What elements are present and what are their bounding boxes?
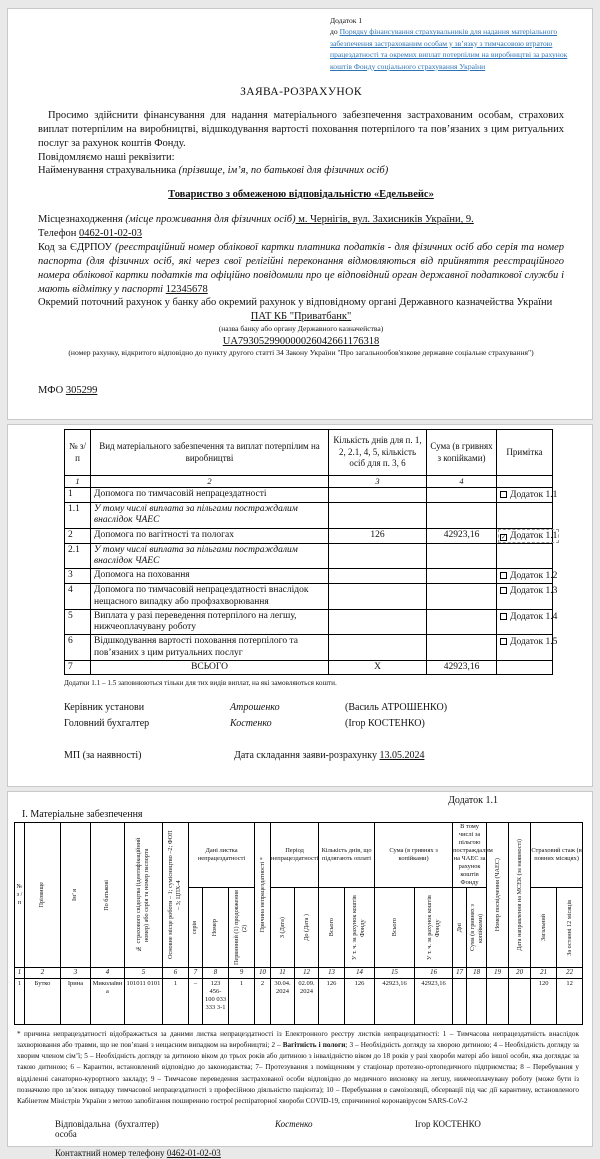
checkbox-icon[interactable] <box>500 587 507 594</box>
cell-kind: Допомога по тимчасовій непрацездатності <box>91 488 329 503</box>
col-header-note: Примітка <box>497 430 553 476</box>
cell-note <box>497 569 558 584</box>
page-1 <box>7 8 593 420</box>
checkbox-icon[interactable] <box>500 613 507 620</box>
cell-note <box>497 488 558 503</box>
insurer-name-hint: (прізвище, ім’я, по батькові для фізичних осіб) <box>178 165 389 177</box>
col-header-to-date: До (Дата ) <box>295 888 319 968</box>
accountant-signature: Костенко <box>230 717 272 729</box>
annex-to-text: до <box>330 27 340 37</box>
col-num: 4 <box>427 476 497 488</box>
col-num: 7 <box>189 968 203 979</box>
group-header-days: Кількість днів, що підлягають оплаті <box>319 823 375 888</box>
note-label: Додаток 1.1 <box>510 530 558 541</box>
responsible-label: Відповідальна особа <box>55 1119 111 1140</box>
account-line: Окремий поточний рахунок у банку або окремий рахунок у відповідному органі Державного казначейства України <box>38 297 553 309</box>
cell-sum <box>427 503 497 528</box>
col-header-days-total: Всього <box>319 888 345 968</box>
location-hint: (місце проживання для фізичних осіб) <box>125 214 296 226</box>
contact-phone-value: 0462-01-02-03 <box>166 1148 221 1159</box>
group-header-sick-note: Дані листка непрацездатності <box>189 823 255 888</box>
cell-from-date: 30.04. 2024 <box>271 979 295 1025</box>
contact-phone-label: Контактний номер телефону <box>55 1148 167 1159</box>
cell-kind: У тому числі виплата за пільгами постраждалим внаслідок ЧАЕС <box>91 543 329 568</box>
col-num: 1 <box>65 476 91 488</box>
iban-hint: (номер рахунку, відкритого відповідно до пункту другого статті 34 Закону України "Про загальнообов'язкове державне соціальне страхування") <box>68 348 534 358</box>
col-header-sum-total: Всього <box>375 888 415 968</box>
signature-row-head <box>64 702 554 713</box>
cell-days <box>329 584 427 609</box>
company-name: Товариство з обмеженою відповідальністю «Едельвейс» <box>168 189 434 201</box>
cell-num: 7 <box>65 660 91 674</box>
mfo-line <box>38 385 564 396</box>
col-num: 5 <box>125 968 163 979</box>
benefits-table <box>64 429 558 675</box>
col-num: 14 <box>345 968 375 979</box>
head-label: Керівник установи <box>64 701 145 713</box>
col-num: 15 <box>375 968 415 979</box>
col-num: 9 <box>229 968 255 979</box>
edrpou-label: Код за ЄДРПОУ <box>38 241 116 253</box>
cell-sum-total: 42923,16 <box>375 979 415 1025</box>
col-header-record-12m: За останні 12 місяців <box>557 888 583 968</box>
cell-note <box>497 543 553 568</box>
column-number-row <box>65 476 553 488</box>
group-header-sum: Сума (в гривнях з копійками) <box>375 823 453 888</box>
note-label: Додаток 1.1 <box>510 490 558 501</box>
col-num <box>497 476 553 488</box>
col-header-number: Номер <box>203 888 229 968</box>
cell-days <box>329 635 427 660</box>
responsible-person-row <box>55 1119 582 1139</box>
cell-msek-date <box>509 979 531 1025</box>
note-label: Додаток 1.4 <box>510 611 558 622</box>
table-row <box>65 528 553 543</box>
col-num: 6 <box>163 968 189 979</box>
cell-kind: Допомога на поховання <box>91 569 329 584</box>
intro-paragraph: Просимо здійснити фінансування для надання матеріального забезпечення застрахованим особам, страхових виплат потерпілим на виробництві, відшкодування вартості поховання потерпілого та пов’язаних з цим ритуальних послуг за рахунок коштів Фонду. <box>38 109 564 149</box>
col-header-sum-fund: У т. ч. за рахунок коштів Фонду <box>415 888 453 968</box>
col-num: 2 <box>91 476 329 488</box>
cell-num: 4 <box>65 584 91 609</box>
bank-hint: (назва банку або органу Державного казначейства) <box>218 323 384 333</box>
col-num: 10 <box>255 968 271 979</box>
annex-header <box>330 15 572 72</box>
col-header-from-date: З (Дата) <box>271 888 295 968</box>
date-label: Дата складання заяви-розрахунку <box>234 749 380 761</box>
cell-note <box>497 503 553 528</box>
cell-days <box>329 609 427 634</box>
cell-days <box>329 503 427 528</box>
funding-order-link[interactable]: Порядку фінансування страхувальників для надання матеріального забезпечення застрахованим особам у зв’язку з тимчасовою втратою працездатності та окремих виплат потерпілим на виробництві за рахунок коштів Фонду соціального страхування України <box>330 27 568 71</box>
cell-num: 1 <box>65 488 91 503</box>
cell-sum: 42923,16 <box>427 528 497 543</box>
col-header-chaes-days: Дні <box>453 888 467 968</box>
checkbox-icon[interactable] <box>500 638 507 645</box>
cell-num: 1.1 <box>65 503 91 528</box>
table-row <box>65 503 553 528</box>
cell-kind: У тому числі виплата за пільгами постраждалим внаслідок ЧАЕС <box>91 503 329 528</box>
cell-num: 2 <box>65 528 91 543</box>
checkbox-icon[interactable] <box>500 572 507 579</box>
contact-phone-line <box>55 1148 582 1158</box>
table-row <box>65 543 553 568</box>
total-row <box>65 660 553 674</box>
phone-label: Телефон <box>38 228 80 240</box>
col-num: 20 <box>509 968 531 979</box>
location-label: Місцезнаходження <box>38 214 126 226</box>
cell-kind: Відшкодування вартості поховання потерпілого та пов’язаних з цим ритуальних послуг <box>91 635 329 660</box>
table-row <box>65 569 553 584</box>
document-title: ЗАЯВА-РОЗРАХУНОК <box>240 85 362 98</box>
cell-sum <box>427 635 497 660</box>
responsible-signature: Костенко <box>275 1119 313 1130</box>
col-header-primary: Первинний (1) продовження (2) <box>229 888 255 968</box>
col-header-num: № з/п <box>65 430 91 476</box>
cell-cause: 2 <box>255 979 271 1025</box>
edrpou-hint: (реєстраційний номер облікової картки платника податків - для фізичних осіб або серія та номер паспорта (для фізичних осіб, які через свої релігійні переконання відмовляються від прийняття реєстраційного номера облікової картки податків та офіційно повідомили про це відповідний орган державної податкової служби і мають відмітку у паспорті <box>38 241 564 295</box>
incapacity-cause-footnote: * причина непрацездатності відображається за даними листка непрацездатності із Електронного реєстру листків непрацездатності: 1 – Тимчасова непрацездатність внаслідок захворювання або травми, що не пов’язані з нещасним випадком на виробництві; 2 – Вагітність і пологи; 3 – Необхідність догляду за хворою дитиною; 4 – Необхідність догляду за хворим членом сім’ї; 5 – Необхідність догляду за дитиною віком до трьох років або дитиною з інвалідністю віком до 18 років у разі хвороби матері або іншої особи, яка доглядає за такою дитиною; 6 – Карантин, встановлений відповідно до законодавства; 7– Протезування з поміщенням у стаціонар протезно-ортопедичного підприємства; 8 – Перебування у відділенні санаторно-курортного закладу; 9 – Тимчасове переведення застрахованої особи відповідно до медичного висновку на легшу, нижчеоплачувану роботу (може бути із позначкою про зв’язок випадку тимчасової непрацездатності з професійною діяльністю пацієнта); 10 – Перебування в самоізоляції, обсервації під час дії карантину, встановленого Кабінетом Міністрів України з метою запобігання поширенню гострої респіраторної хвороби COVID-19, спричиненої коронавірусом SARS-CoV-2 <box>17 1030 579 1105</box>
note-label: Додаток 1.3 <box>510 586 558 597</box>
cell-note <box>497 584 558 609</box>
cell-num: 3 <box>65 569 91 584</box>
col-header-days: Кількість днів для п. 1, 2, 2.1, 4, 5, кількість осіб для п. 3, 6 <box>329 430 427 476</box>
note-label: Додаток 1.2 <box>510 571 558 582</box>
iban-value: UA793052990000026042661176318 <box>222 335 380 347</box>
checkbox-icon[interactable] <box>500 491 507 498</box>
cell-patronymic: Миколаївна <box>91 979 125 1025</box>
head-signature: Атрошенко <box>230 701 280 713</box>
cell-days <box>329 569 427 584</box>
cell-num: 5 <box>65 609 91 634</box>
col-num: 13 <box>319 968 345 979</box>
cell-sum <box>427 609 497 634</box>
col-num: 11 <box>271 968 295 979</box>
col-header-workplace-type: Основне місце роботи – 1; сумісництво –2; ФОП – 3; ЦПХ-4 <box>163 823 189 968</box>
group-header-chaes: В тому числі за пільгою постраждалим на ЧАЕС за рахунок коштів Фонду <box>453 823 493 886</box>
group-header-insurance-record: Страховий стаж (в повних місяцях) <box>531 823 583 888</box>
cell-sum <box>427 488 497 503</box>
cell-to-date: 02.09. 2024 <box>295 979 319 1025</box>
col-header-insurance-id: № страхового свідоцтва (ідентифікаційний номер) або серія та номер паспорта <box>125 823 163 968</box>
col-num: 22 <box>557 968 583 979</box>
cell-days <box>329 488 427 503</box>
mfo-value: 305299 <box>65 384 98 396</box>
table-footnote: Додатки 1.1 – 1.5 заповнюються тільки для тих видів виплат, на які замовляються кошти. <box>64 678 337 687</box>
insurer-name-line <box>38 164 564 178</box>
table-row <box>65 488 553 503</box>
note-label: Додаток 1.5 <box>510 637 558 648</box>
mfo-label: МФО <box>38 384 66 396</box>
col-num: 16 <box>415 968 453 979</box>
col-header-index: № з / п <box>15 823 25 968</box>
cell-sum <box>427 569 497 584</box>
requisites-line: Повідомляємо наші реквізити: <box>38 151 175 163</box>
location-line <box>38 213 564 227</box>
cell-surname: Бутко <box>25 979 61 1025</box>
checkbox-checked-icon[interactable]: ✓ <box>501 534 507 541</box>
table-row <box>15 979 583 1025</box>
cell-total-label: ВСЬОГО <box>91 660 329 674</box>
col-num: 17 <box>453 968 467 979</box>
cell-series: – <box>189 979 203 1025</box>
column-number-row <box>15 968 583 979</box>
col-num: 2 <box>25 968 61 979</box>
col-header-kind: Вид матеріального забезпечення та виплат потерпілим на виробництві <box>91 430 329 476</box>
col-header-series: серія <box>189 888 203 968</box>
col-num: 3 <box>61 968 91 979</box>
location-value: м. Чернігів, вул. Захисників України, 9. <box>295 214 474 226</box>
cell-note <box>497 528 558 543</box>
section-title: І. Матеріальне забезпечення <box>22 809 143 820</box>
annex-number: Додаток 1 <box>330 16 363 25</box>
cell-kind: Допомога по вагітності та пологах <box>91 528 329 543</box>
col-num: 3 <box>329 476 427 488</box>
bank-name: ПАТ КБ "Приватбанк" <box>250 311 352 323</box>
signature-row-accountant <box>64 718 554 729</box>
col-num: 8 <box>203 968 229 979</box>
table-row <box>65 609 553 634</box>
col-header-patronymic: По батькові <box>91 823 125 968</box>
cell-sum <box>427 584 497 609</box>
col-header-chaes-certificate: Номер посвідчення (ЧАЕС) <box>487 823 509 968</box>
table-row <box>65 635 553 660</box>
accountant-label: Головний бухгалтер <box>64 717 150 729</box>
col-header-sum: Сума (в гривнях з копійками) <box>427 430 497 476</box>
col-header-surname: Прізвище <box>25 823 61 968</box>
cell-chaes-certificate <box>487 979 509 1025</box>
responsible-role: (бухгалтер) <box>115 1119 159 1130</box>
annex-1-1-label: Додаток 1.1 <box>448 795 498 806</box>
cell-record-12m: 12 <box>557 979 583 1025</box>
col-header-days-fund: У т. ч. за рахунок коштів Фонду <box>345 888 375 968</box>
cell-days-total: 126 <box>319 979 345 1025</box>
cell-index: 1 <box>15 979 25 1025</box>
col-header-incapacity-cause: Причина непрацездатності * <box>255 823 271 968</box>
passport-value: 12345678 <box>165 283 208 295</box>
phone-value: 0462-01-02-03 <box>79 228 143 240</box>
cell-days: Х <box>329 660 427 674</box>
cell-firstname: Ірина <box>61 979 91 1025</box>
cell-note <box>497 660 553 674</box>
cell-sum-fund: 42923,16 <box>415 979 453 1025</box>
cell-num: 2.1 <box>65 543 91 568</box>
phone-line <box>38 227 564 241</box>
annex-reference <box>330 26 572 72</box>
cell-number: 123 456- 100 033 333 3-1 <box>203 979 229 1025</box>
col-header-chaes-sum: Сума (в гривнях з копійками) <box>467 888 487 968</box>
date-line <box>234 750 424 761</box>
cell-chaes-days <box>453 979 467 1025</box>
header-row <box>65 430 553 476</box>
cell-days: 126 <box>329 528 427 543</box>
header-group-row <box>15 823 583 888</box>
col-header-record-total: Загальний <box>531 888 557 968</box>
cell-primary: 1 <box>229 979 255 1025</box>
table-row <box>65 584 553 609</box>
edrpou-line <box>38 241 564 296</box>
date-value: 13.05.2024 <box>379 749 425 761</box>
stamp-label: МП (за наявності) <box>64 749 142 761</box>
cell-insurance-id: 101011 0101 <box>125 979 163 1025</box>
col-num: 12 <box>295 968 319 979</box>
cell-chaes-sum <box>467 979 487 1025</box>
col-num: 1 <box>15 968 25 979</box>
cell-days <box>329 543 427 568</box>
col-num: 4 <box>91 968 125 979</box>
cell-sum: 42923,16 <box>427 660 497 674</box>
cell-kind: Виплата у разі переведення потерпілого на легшу, нижчеоплачувану роботу <box>91 609 329 634</box>
head-fullname: (Василь АТРОШЕНКО) <box>345 701 448 713</box>
col-num: 18 <box>467 968 487 979</box>
cell-note <box>497 635 558 660</box>
cell-sum <box>427 543 497 568</box>
col-num: 19 <box>487 968 509 979</box>
page-3 <box>7 791 593 1159</box>
footnote-bold-term: Вагітність і пологи <box>282 1041 346 1050</box>
col-header-firstname: Ім’ я <box>61 823 91 968</box>
cell-kind: Допомога по тимчасовій непрацездатності внаслідок нещасного випадку або профзахворювання <box>91 584 329 609</box>
cell-days-fund: 126 <box>345 979 375 1025</box>
accountant-fullname: (Ігор КОСТЕНКО) <box>345 717 425 729</box>
cell-num: 6 <box>65 635 91 660</box>
cell-workplace-type: 1 <box>163 979 189 1025</box>
material-support-table <box>14 822 583 1025</box>
stamp-date-row <box>64 750 554 761</box>
insurer-name-label: Найменування страхувальника <box>38 165 179 177</box>
page-2 <box>7 424 593 787</box>
responsible-fullname: Ігор КОСТЕНКО <box>415 1119 481 1130</box>
col-num: 21 <box>531 968 557 979</box>
cell-note <box>497 609 558 634</box>
col-header-msek-date: Дата направлення на МСЕК (за наявності) <box>509 823 531 968</box>
group-header-period: Період непрацездатності <box>271 823 319 888</box>
cell-record-total: 120 <box>531 979 557 1025</box>
